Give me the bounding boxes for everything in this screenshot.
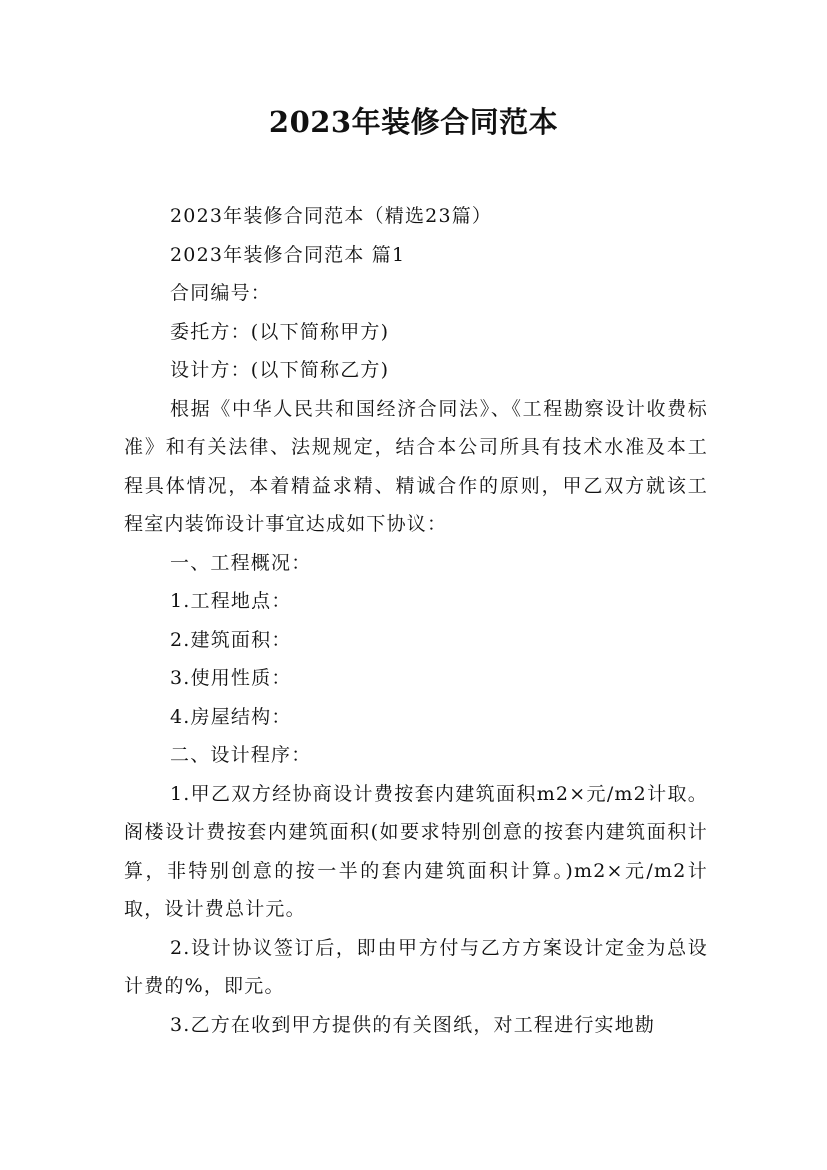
paragraph-design-fee: 1.甲乙双方经协商设计费按套内建筑面积m2×元/m2计取。阁楼设计费按套内建筑面积(如要求特别创意的按套内建筑面积计算，非特别创意的按一半的套内建筑面积计算。)m2×元/m2计取，设计费总计元。 [124,782,708,920]
paragraph-building-structure: 4.房屋结构： [170,705,292,728]
paragraph-subtitle: 2023年装修合同范本（精选23篇） [170,205,493,227]
paragraph-section-heading: 2023年装修合同范本 篇1 [170,243,406,266]
paragraph-client-party: 委托方：(以下简称甲方) [170,320,390,343]
paragraph-contract-number: 合同编号： [170,282,272,304]
paragraph-usage-nature: 3.使用性质： [170,667,292,689]
paragraph-preamble: 根据《中华人民共和国经济合同法》、《工程勘察设计收费标准》和有关法律、法规规定，结合本公司所具有技术水准及本工程具体情况，本着精益求精、精诚合作的原则，甲乙双方就该工程室内装饰设计事宜达成如下协议： [124,397,708,535]
document-body [124,197,708,1044]
paragraph-design-procedure-heading: 二、设计程序： [170,744,312,766]
paragraph-project-overview-heading: 一、工程概况： [170,551,312,574]
paragraph-site-survey: 3.乙方在收到甲方提供的有关图纸，对工程进行实地勘 [170,1013,656,1036]
document-title: 2023年装修合同范本 [268,105,559,139]
paragraph-designer-party: 设计方：(以下简称乙方) [170,359,390,381]
paragraph-project-location: 1.工程地点： [170,590,292,612]
paragraph-building-area: 2.建筑面积： [170,628,292,651]
paragraph-deposit: 2.设计协议签订后，即由甲方付与乙方方案设计定金为总设计费的%，即元。 [124,936,708,997]
